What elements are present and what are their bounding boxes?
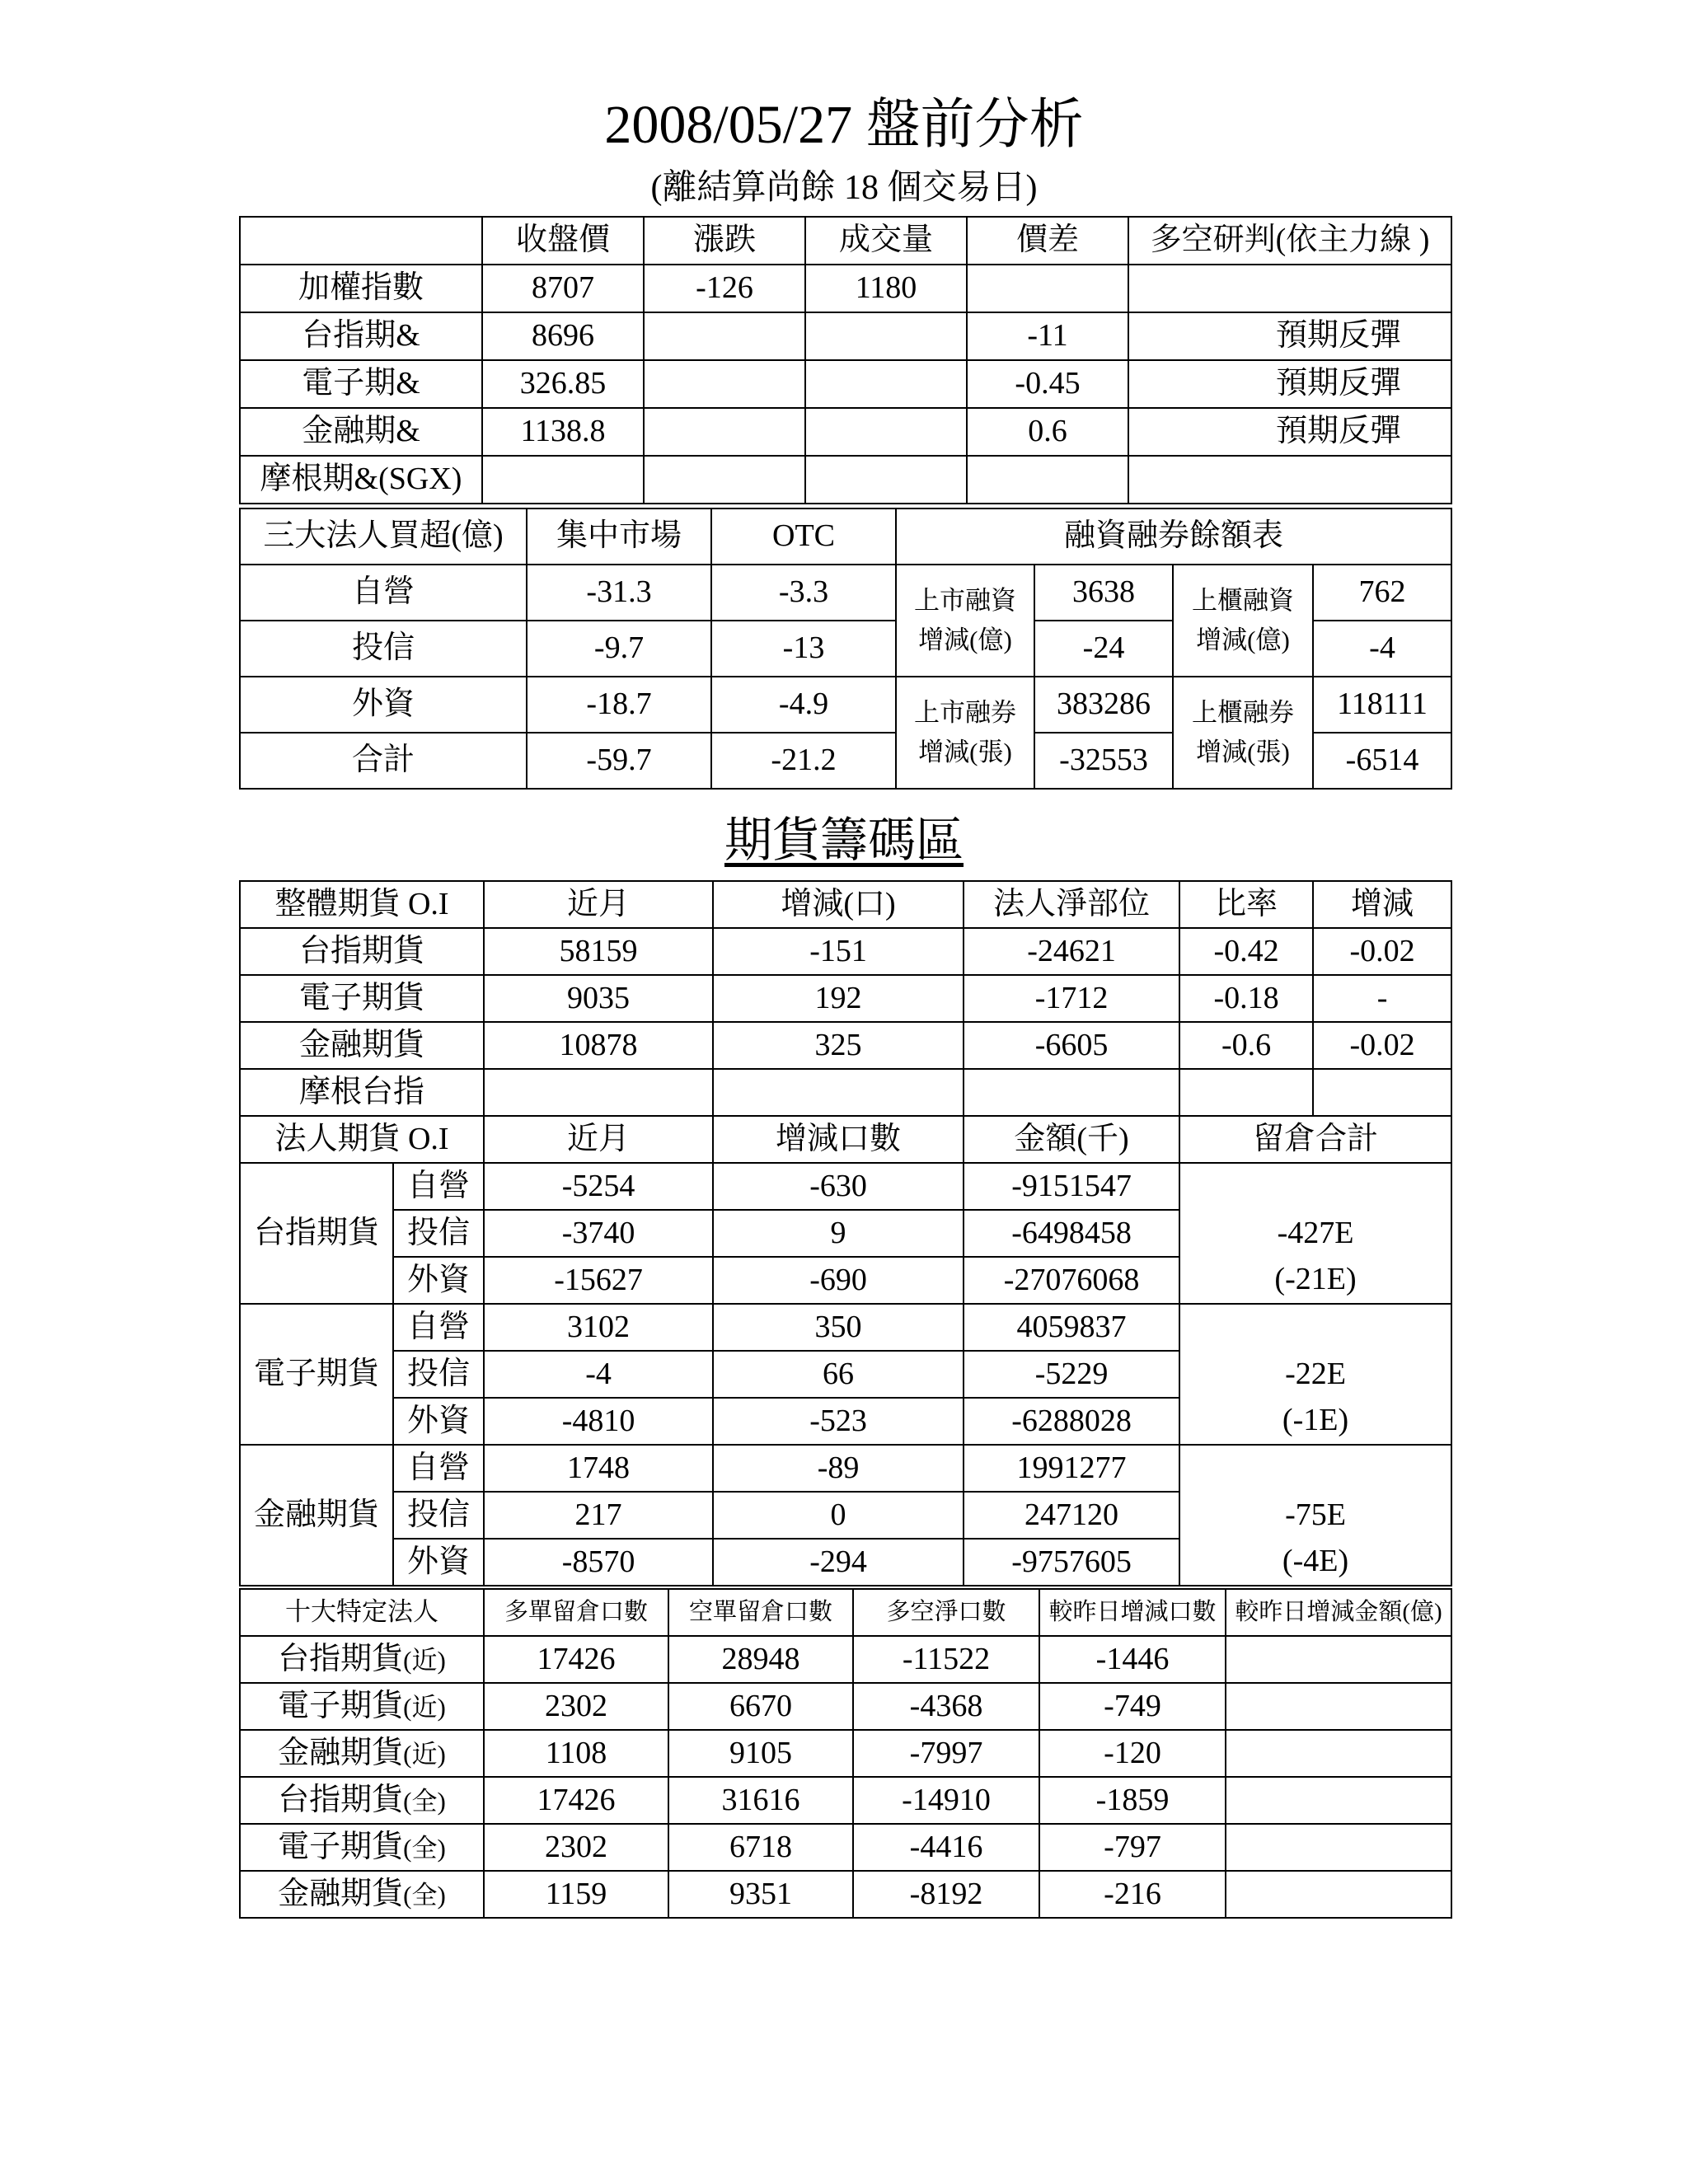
top10-row: [240, 1636, 1451, 1683]
top10-header-cell: 多單留倉口數: [484, 1589, 668, 1636]
inst-row-market: -59.7: [527, 733, 711, 789]
inst-futures-total-top: [1179, 1163, 1451, 1210]
futures-oi-table: [239, 880, 1452, 1586]
futures-oi-row: [240, 928, 1451, 975]
top10-row-name: 台指期貨: [278, 1641, 404, 1676]
inst-futures-type: 外資: [393, 1398, 484, 1445]
futures-section-title: 期貨籌碼區: [724, 813, 964, 867]
futures-oi-cell: -0.02: [1313, 928, 1451, 975]
top10-row-label: [240, 1824, 484, 1871]
otc-financing-label: [1173, 565, 1313, 677]
futures-oi-cell: -1712: [964, 975, 1179, 1022]
inst-futures-cell: -5229: [964, 1351, 1179, 1398]
top10-header-cell: 較昨日增減口數: [1039, 1589, 1226, 1636]
market-row: [240, 456, 1451, 504]
top10-row-suffix: (近): [403, 1739, 446, 1769]
top10-cell: -14910: [853, 1777, 1039, 1824]
inst-row-label: 外資: [240, 677, 527, 733]
top10-cell: [1226, 1636, 1451, 1683]
inst-futures-type: 自營: [393, 1445, 484, 1492]
inst-futures-cell: -6498458: [964, 1210, 1179, 1257]
top10-cell: [1226, 1871, 1451, 1918]
inst-futures-total: -75E: [1179, 1492, 1451, 1539]
inst-futures-cell: -630: [713, 1163, 964, 1210]
top10-row-suffix: (近): [403, 1692, 446, 1722]
top10-header-cell: 較昨日增減金額(億): [1226, 1589, 1451, 1636]
inst-futures-cell: -4: [484, 1351, 713, 1398]
inst-futures-cell: -294: [713, 1539, 964, 1586]
inst-header-otc: OTC: [711, 509, 896, 565]
futures-oi-cell: -0.42: [1179, 928, 1313, 975]
market-cell: [644, 456, 805, 504]
market-cell: -11: [967, 312, 1128, 360]
market-row: [240, 408, 1451, 456]
inst-futures-cell: -5254: [484, 1163, 713, 1210]
inst-futures-cell: -4810: [484, 1398, 713, 1445]
inst-futures-cell: -9151547: [964, 1163, 1179, 1210]
market-row-label: 台指期&: [240, 312, 482, 360]
market-header-cell: [240, 217, 482, 265]
market-cell: 預期反彈: [1128, 360, 1451, 408]
market-cell: [1128, 265, 1451, 312]
market-cell: [644, 408, 805, 456]
inst-futures-cell: -9757605: [964, 1539, 1179, 1586]
market-cell: 8707: [482, 265, 644, 312]
listed-short-change: -32553: [1034, 733, 1173, 789]
market-header-cell: 多空研判(依主力線 ): [1128, 217, 1451, 265]
market-cell: [805, 360, 967, 408]
inst-futures-type: 自營: [393, 1163, 484, 1210]
inst-futures-cell: 1748: [484, 1445, 713, 1492]
top10-row: [240, 1730, 1451, 1777]
top10-cell: 28948: [668, 1636, 853, 1683]
market-cell: -0.45: [967, 360, 1128, 408]
futures-oi-cell: -24621: [964, 928, 1179, 975]
inst-futures-row: [240, 1351, 1451, 1398]
futures-oi-row: [240, 1069, 1451, 1116]
futures-oi-row-label: 金融期貨: [240, 1022, 484, 1069]
otc-short-text: 上櫃融券: [1192, 697, 1294, 727]
futures-oi-row-label: 摩根台指: [240, 1069, 484, 1116]
futures-oi-cell: -0.02: [1313, 1022, 1451, 1069]
top10-header-cell: 空單留倉口數: [668, 1589, 853, 1636]
inst-row-market: -31.3: [527, 565, 711, 621]
inst-futures-total: -22E: [1179, 1351, 1451, 1398]
top10-row: [240, 1824, 1451, 1871]
top10-cell: -4416: [853, 1824, 1039, 1871]
top10-cell: 6670: [668, 1683, 853, 1730]
top10-row: [240, 1777, 1451, 1824]
inst-row-otc: -3.3: [711, 565, 896, 621]
market-cell: [482, 456, 644, 504]
inst-row-market: -9.7: [527, 621, 711, 677]
top10-row-label: [240, 1636, 484, 1683]
inst-futures-cell: 4059837: [964, 1304, 1179, 1351]
market-cell: [644, 312, 805, 360]
inst-futures-type: 投信: [393, 1492, 484, 1539]
top10-cell: -749: [1039, 1683, 1226, 1730]
futures-oi-cell: -151: [713, 928, 964, 975]
change-yi-text: 增減(億): [1196, 626, 1290, 654]
inst-row-otc: -13: [711, 621, 896, 677]
inst-futures-row: [240, 1539, 1451, 1586]
market-row: [240, 312, 1451, 360]
futures-oi-cell: 325: [713, 1022, 964, 1069]
futures-oi-cell: [713, 1069, 964, 1116]
futures-oi-cell: -6605: [964, 1022, 1179, 1069]
inst-futures-type: 投信: [393, 1351, 484, 1398]
change-yi-text: 增減(億): [918, 626, 1012, 654]
top10-header-cell: 多空淨口數: [853, 1589, 1039, 1636]
top10-row-suffix: (全): [403, 1880, 446, 1910]
inst-futures-total-top: [1179, 1304, 1451, 1351]
top10-cell: -8192: [853, 1871, 1039, 1918]
top10-row-suffix: (全): [403, 1833, 446, 1863]
market-cell: 326.85: [482, 360, 644, 408]
inst-futures-cell: 66: [713, 1351, 964, 1398]
top10-header-cell: 十大特定法人: [240, 1589, 484, 1636]
top10-cell: -1859: [1039, 1777, 1226, 1824]
market-cell: [967, 456, 1128, 504]
futures-oi-cell: 58159: [484, 928, 713, 975]
market-cell: -126: [644, 265, 805, 312]
inst-futures-type: 自營: [393, 1304, 484, 1351]
top10-cell: 9351: [668, 1871, 853, 1918]
inst-futures-cell: 9: [713, 1210, 964, 1257]
top10-cell: -216: [1039, 1871, 1226, 1918]
otc-short-change: -6514: [1313, 733, 1451, 789]
market-header-cell: 成交量: [805, 217, 967, 265]
inst-futures-cell: -690: [713, 1257, 964, 1304]
top10-header-row: [240, 1589, 1451, 1636]
market-row-label: 金融期&: [240, 408, 482, 456]
inst-futures-cell: -89: [713, 1445, 964, 1492]
inst-futures-row: [240, 1445, 1451, 1492]
futures-oi-row: [240, 1022, 1451, 1069]
inst-header-market: 集中市場: [527, 509, 711, 565]
otc-financing-value: 762: [1313, 565, 1451, 621]
market-cell: [805, 456, 967, 504]
top10-row: [240, 1871, 1451, 1918]
futures-oi-row-label: 台指期貨: [240, 928, 484, 975]
inst-futures-row: [240, 1398, 1451, 1445]
listed-short-label: [896, 677, 1034, 789]
inst-futures-cell: 350: [713, 1304, 964, 1351]
top10-cell: -11522: [853, 1636, 1039, 1683]
market-header-cell: 價差: [967, 217, 1128, 265]
inst-row-label: 投信: [240, 621, 527, 677]
futures-oi-cell: -0.18: [1179, 975, 1313, 1022]
futures-oi-cell: [1313, 1069, 1451, 1116]
inst-futures-cell: -27076068: [964, 1257, 1179, 1304]
top10-row-name: 台指期貨: [278, 1782, 404, 1817]
inst-header-label: 三大法人買超(億): [240, 509, 527, 565]
market-summary-table: [239, 216, 1452, 504]
market-cell: 0.6: [967, 408, 1128, 456]
futures-oi-cell: 192: [713, 975, 964, 1022]
top10-cell: 17426: [484, 1636, 668, 1683]
inst-futures-group-label: 金融期貨: [240, 1445, 393, 1586]
top10-cell: 9105: [668, 1730, 853, 1777]
inst-futures-row: [240, 1257, 1451, 1304]
inst-futures-header-cell: 留倉合計: [1179, 1116, 1451, 1163]
top10-cell: 2302: [484, 1683, 668, 1730]
listed-financing-change: -24: [1034, 621, 1173, 677]
inst-futures-header-cell: 法人期貨 O.I: [240, 1116, 484, 1163]
top10-row-label: [240, 1777, 484, 1824]
inst-row-otc: -21.2: [711, 733, 896, 789]
otc-short-value: 118111: [1313, 677, 1451, 733]
otc-short-label: [1173, 677, 1313, 789]
futures-oi-cell: [964, 1069, 1179, 1116]
inst-futures-header-row: [240, 1116, 1451, 1163]
market-row: [240, 360, 1451, 408]
futures-oi-cell: [1179, 1069, 1313, 1116]
change-zhang-text: 增減(張): [1196, 738, 1290, 766]
inst-futures-cell: 0: [713, 1492, 964, 1539]
market-cell: [644, 360, 805, 408]
inst-row-label: 合計: [240, 733, 527, 789]
top10-row: [240, 1683, 1451, 1730]
futures-oi-header-cell: 整體期貨 O.I: [240, 881, 484, 928]
inst-futures-header-cell: 金額(千): [964, 1116, 1179, 1163]
futures-oi-cell: 10878: [484, 1022, 713, 1069]
inst-row-otc: -4.9: [711, 677, 896, 733]
inst-futures-header-cell: 增減口數: [713, 1116, 964, 1163]
top10-row-suffix: (全): [403, 1786, 446, 1816]
top10-row-suffix: (近): [403, 1645, 446, 1675]
futures-oi-header-cell: 近月: [484, 881, 713, 928]
top10-cell: 6718: [668, 1824, 853, 1871]
otc-financing-change: -4: [1313, 621, 1451, 677]
market-cell: [805, 408, 967, 456]
inst-futures-row: [240, 1492, 1451, 1539]
listed-financing-text: 上市融資: [914, 585, 1016, 615]
inst-futures-cell: -8570: [484, 1539, 713, 1586]
listed-short-text: 上市融券: [914, 697, 1016, 727]
inst-futures-total-change: (-1E): [1179, 1398, 1451, 1445]
inst-futures-group-label: 電子期貨: [240, 1304, 393, 1445]
top10-cell: [1226, 1683, 1451, 1730]
inst-futures-header-cell: 近月: [484, 1116, 713, 1163]
top10-cell: -7997: [853, 1730, 1039, 1777]
top10-institutions-table: [239, 1588, 1452, 1919]
top10-cell: -4368: [853, 1683, 1039, 1730]
institutional-margin-table: [239, 508, 1452, 790]
market-header-cell: 漲跌: [644, 217, 805, 265]
market-cell: [805, 312, 967, 360]
inst-futures-total: -427E: [1179, 1210, 1451, 1257]
market-header-row: [240, 217, 1451, 265]
top10-cell: -120: [1039, 1730, 1226, 1777]
inst-futures-cell: 1991277: [964, 1445, 1179, 1492]
market-cell: 1138.8: [482, 408, 644, 456]
top10-row-label: [240, 1730, 484, 1777]
futures-oi-cell: 9035: [484, 975, 713, 1022]
inst-futures-cell: 217: [484, 1492, 713, 1539]
top10-row-label: [240, 1871, 484, 1918]
market-row-label: 加權指數: [240, 265, 482, 312]
market-cell: 預期反彈: [1128, 408, 1451, 456]
top10-cell: 2302: [484, 1824, 668, 1871]
top10-cell: -1446: [1039, 1636, 1226, 1683]
margin-header: 融資融券餘額表: [896, 509, 1451, 565]
section-title-wrap: [0, 812, 1688, 869]
listed-short-value: 383286: [1034, 677, 1173, 733]
inst-futures-total-top: [1179, 1445, 1451, 1492]
top10-cell: [1226, 1777, 1451, 1824]
futures-oi-header-cell: 增減: [1313, 881, 1451, 928]
inst-futures-row: [240, 1210, 1451, 1257]
inst-futures-type: 外資: [393, 1539, 484, 1586]
market-header-cell: 收盤價: [482, 217, 644, 265]
inst-futures-cell: -3740: [484, 1210, 713, 1257]
futures-oi-cell: -0.6: [1179, 1022, 1313, 1069]
top10-cell: 17426: [484, 1777, 668, 1824]
inst-futures-cell: 3102: [484, 1304, 713, 1351]
top10-row-name: 電子期貨: [278, 1829, 404, 1864]
futures-oi-header-row: [240, 881, 1451, 928]
market-cell: 8696: [482, 312, 644, 360]
futures-oi-header-cell: 法人淨部位: [964, 881, 1179, 928]
market-cell: 1180: [805, 265, 967, 312]
listed-financing-value: 3638: [1034, 565, 1173, 621]
market-row-label: 電子期&: [240, 360, 482, 408]
page-subtitle: (離結算尚餘 18 個交易日): [650, 169, 1038, 207]
inst-row-market: -18.7: [527, 677, 711, 733]
futures-oi-header-cell: 比率: [1179, 881, 1313, 928]
inst-futures-cell: -523: [713, 1398, 964, 1445]
futures-oi-cell: [484, 1069, 713, 1116]
futures-oi-row: [240, 975, 1451, 1022]
top10-cell: 31616: [668, 1777, 853, 1824]
market-cell: [1128, 456, 1451, 504]
top10-cell: 1159: [484, 1871, 668, 1918]
futures-oi-cell: -: [1313, 975, 1451, 1022]
top10-cell: 1108: [484, 1730, 668, 1777]
market-row-label: 摩根期&(SGX): [240, 456, 482, 504]
top10-cell: -797: [1039, 1824, 1226, 1871]
inst-futures-group-label: 台指期貨: [240, 1163, 393, 1304]
page-title: 2008/05/27 盤前分析: [604, 95, 1084, 155]
inst-futures-type: 投信: [393, 1210, 484, 1257]
market-cell: 預期反彈: [1128, 312, 1451, 360]
inst-futures-type: 外資: [393, 1257, 484, 1304]
change-zhang-text: 增減(張): [918, 738, 1012, 766]
market-cell: [967, 265, 1128, 312]
top10-cell: [1226, 1730, 1451, 1777]
futures-oi-row-label: 電子期貨: [240, 975, 484, 1022]
inst-futures-cell: -6288028: [964, 1398, 1179, 1445]
inst-futures-cell: -15627: [484, 1257, 713, 1304]
listed-financing-label: [896, 565, 1034, 677]
futures-oi-header-cell: 增減(口): [713, 881, 964, 928]
top10-row-name: 金融期貨: [278, 1735, 404, 1770]
market-row: [240, 265, 1451, 312]
top10-cell: [1226, 1824, 1451, 1871]
top10-row-label: [240, 1683, 484, 1730]
inst-futures-cell: 247120: [964, 1492, 1179, 1539]
inst-futures-total-change: (-4E): [1179, 1539, 1451, 1586]
inst-row-label: 自營: [240, 565, 527, 621]
top10-row-name: 金融期貨: [278, 1876, 404, 1911]
inst-futures-total-change: (-21E): [1179, 1257, 1451, 1304]
inst-futures-row: [240, 1163, 1451, 1210]
otc-financing-text: 上櫃融資: [1192, 585, 1294, 615]
top10-row-name: 電子期貨: [278, 1688, 404, 1723]
inst-futures-row: [240, 1304, 1451, 1351]
